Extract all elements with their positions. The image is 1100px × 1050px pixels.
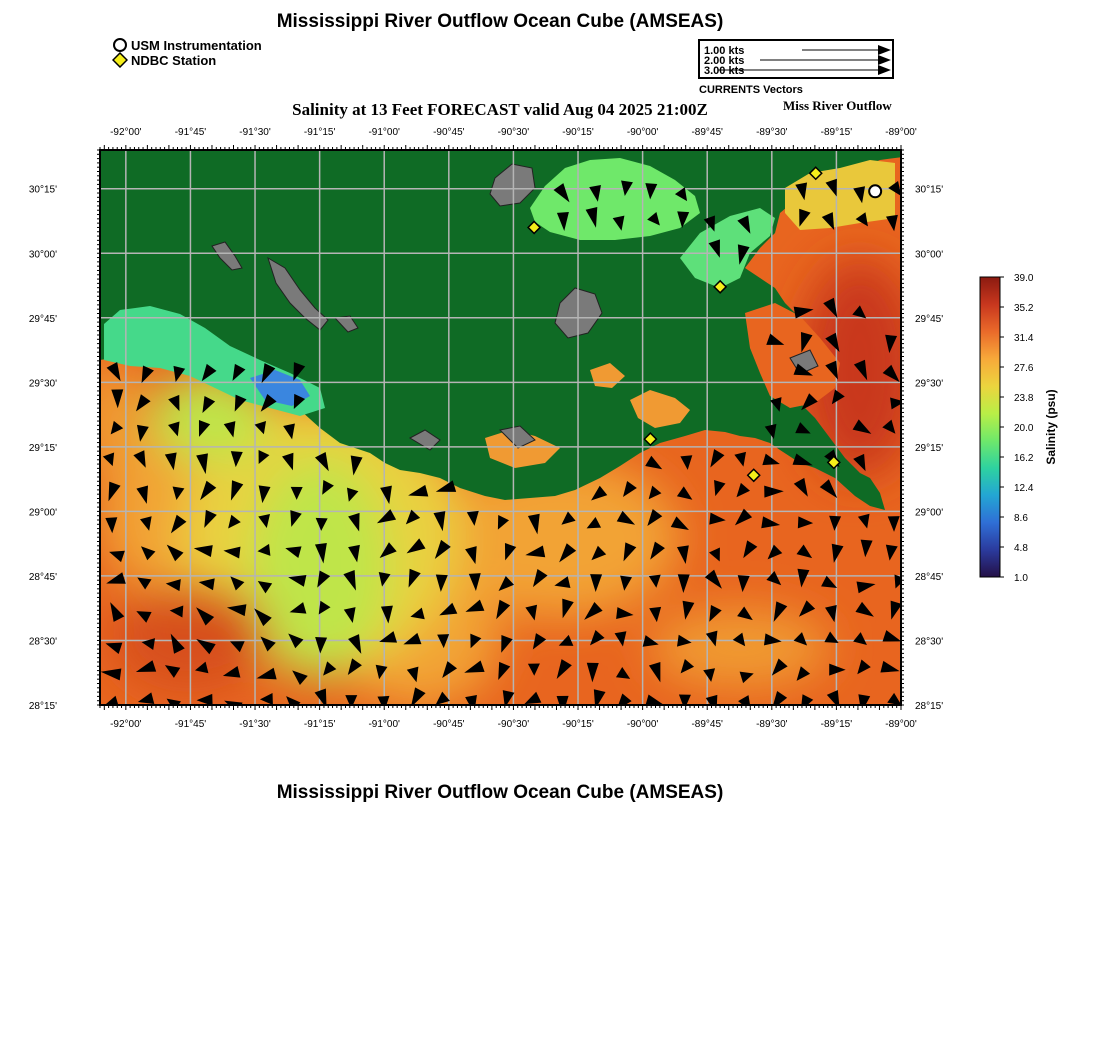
lon-tick-label: -89°45' (691, 127, 723, 138)
vector-scale-label: 3.00 kts (704, 65, 745, 77)
colorbar-tick-label: 27.6 (1014, 363, 1034, 374)
scale-vector-head (878, 65, 891, 75)
map-subtitle: Salinity at 13 Feet FORECAST valid Aug 04 2025 21:00Z (292, 100, 708, 119)
lon-tick-label: -89°45' (691, 719, 723, 730)
salinity-map (0, 118, 960, 738)
lon-tick-label: -90°45' (433, 719, 465, 730)
lat-tick-label: 29°00' (915, 507, 944, 519)
lat-tick-label: 28°15' (915, 701, 944, 712)
lat-tick-label: 30°00' (915, 249, 944, 261)
region-label: Miss River Outflow (783, 98, 892, 113)
legend-ndbc-label: NDBC Station (131, 52, 217, 68)
lat-tick-label: 28°15' (28, 701, 57, 712)
colorbar-tick-label: 35.2 (1014, 303, 1034, 314)
salinity-colorbar (960, 265, 1080, 595)
lon-tick-label: -89°15' (820, 127, 853, 138)
usm-circle-icon (112, 37, 128, 53)
lon-tick-label: -89°00' (885, 719, 917, 730)
lon-tick-label: -91°00' (368, 719, 400, 730)
lat-tick-label: 28°30' (28, 636, 57, 648)
colorbar-tick-label: 12.4 (1014, 483, 1034, 494)
lon-tick-label: -89°15' (820, 719, 853, 730)
legend-usm (112, 37, 262, 53)
usm-station-marker (869, 185, 881, 197)
lon-tick-label: -91°30' (239, 719, 271, 730)
lon-tick-label: -90°15' (562, 127, 594, 138)
colorbar-tick-label: 23.8 (1014, 393, 1034, 404)
vector-legend-title: CURRENTS Vectors (699, 84, 803, 96)
lat-tick-label: 29°30' (28, 378, 57, 390)
legend-usm-label: USM Instrumentation (131, 37, 262, 53)
lon-tick-label: -92°00' (110, 127, 142, 138)
lon-tick-label: -90°45' (433, 127, 465, 138)
vector-scale-label: 2.00 kts (704, 55, 745, 67)
lat-tick-label: 30°15' (915, 184, 944, 196)
vector-scale-box (698, 39, 894, 79)
colorbar-tick-label: 39.0 (1014, 273, 1034, 284)
colorbar-tick-label: 4.8 (1014, 543, 1028, 554)
lon-tick-label: -91°00' (368, 127, 400, 138)
lat-tick-label: 29°00' (28, 507, 57, 519)
lon-tick-label: -90°00' (626, 127, 659, 138)
lat-tick-label: 30°15' (28, 184, 57, 196)
colorbar-tick-label: 1.0 (1014, 573, 1028, 584)
colorbar-label: Salinity (psu) (1044, 389, 1058, 465)
vector-scale-label: 1.00 kts (704, 45, 745, 57)
chart-title: Mississippi River Outflow Ocean Cube (AMSEAS) (276, 11, 724, 32)
lat-tick-label: 30°00' (28, 249, 57, 261)
lon-tick-label: -91°30' (239, 127, 271, 138)
colorbar-tick-label: 16.2 (1014, 453, 1034, 464)
lon-tick-label: -91°45' (174, 127, 207, 138)
lat-tick-label: 29°15' (915, 442, 944, 454)
lat-tick-label: 28°45' (915, 571, 944, 583)
scale-vector-head (878, 55, 891, 65)
vector-scale-arrows (700, 41, 892, 77)
colorbar-gradient (980, 277, 1000, 577)
lon-tick-label: -89°00' (885, 127, 917, 138)
lon-tick-label: -90°30' (497, 127, 530, 138)
lat-tick-label: 29°45' (28, 313, 57, 325)
lon-tick-label: -91°15' (303, 719, 336, 730)
bottom-title: Mississippi River Outflow Ocean Cube (AMSEAS) (276, 782, 724, 803)
scale-vector-head (878, 45, 891, 55)
colorbar-tick-label: 8.6 (1014, 513, 1028, 524)
lat-tick-label: 28°30' (915, 636, 944, 648)
lon-tick-label: -91°15' (303, 127, 336, 138)
colorbar-tick-label: 20.0 (1014, 423, 1034, 434)
lon-tick-label: -89°30' (756, 719, 788, 730)
lon-tick-label: -92°00' (110, 719, 142, 730)
colorbar-tick-label: 31.4 (1014, 333, 1034, 344)
lat-tick-label: 29°30' (915, 378, 944, 390)
lon-tick-label: -91°45' (174, 719, 207, 730)
legend-ndbc (112, 52, 216, 68)
lat-tick-label: 29°45' (915, 313, 944, 325)
ndbc-diamond-icon (112, 52, 128, 68)
lat-tick-label: 29°15' (28, 442, 57, 454)
lon-tick-label: -90°30' (497, 719, 530, 730)
lon-tick-label: -89°30' (756, 127, 788, 138)
lon-tick-label: -90°15' (562, 719, 594, 730)
lon-tick-label: -90°00' (626, 719, 659, 730)
lat-tick-label: 28°45' (28, 571, 57, 583)
